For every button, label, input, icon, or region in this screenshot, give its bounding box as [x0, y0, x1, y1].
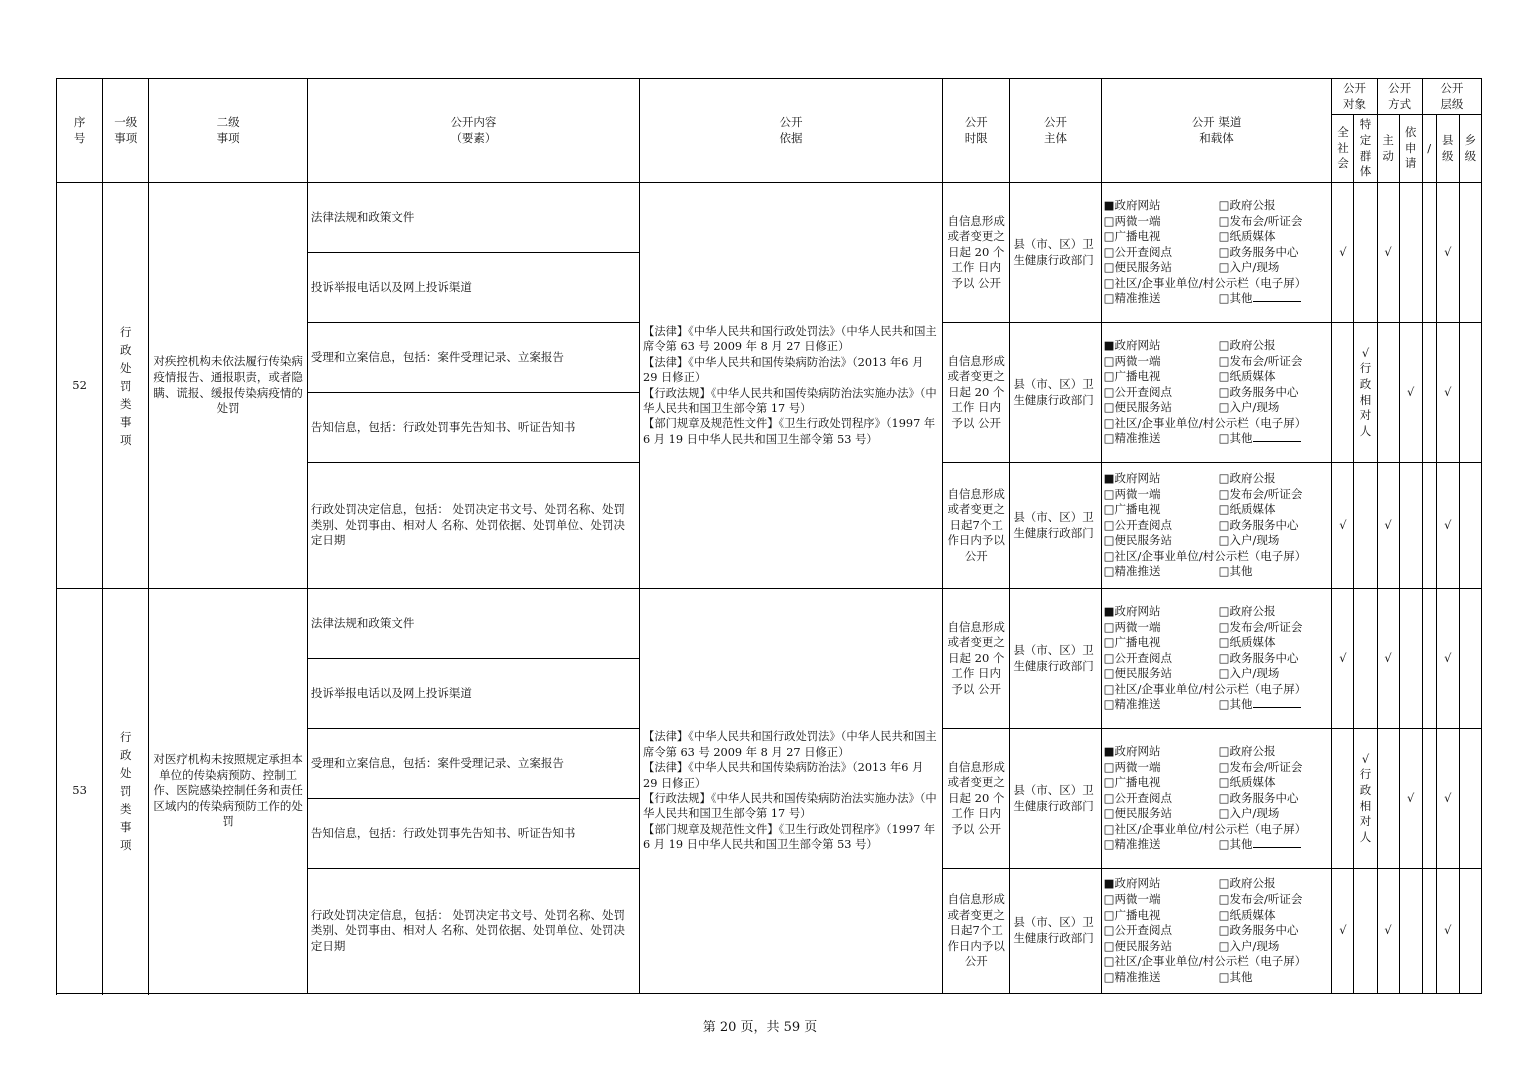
check-specific-group [1354, 463, 1377, 589]
check-specific-group [1354, 589, 1377, 729]
content-laws: 法律法规和政策文件 [307, 589, 639, 659]
header-township: 乡 级 [1459, 115, 1481, 183]
check-township [1459, 183, 1481, 323]
channel-list: ■政府网站 □政府公报 □两微一端 □发布会/听证会 □广播电视 □纸质媒体 □公开查阅点 □政务服务中心 □便民服务站 □入户/现场 □社区/企事业单位/村公示栏（电子屏） □精准推送 □其他 [1101, 729, 1332, 869]
check-township [1459, 869, 1481, 994]
channel-list: ■政府网站 □政府公报 □两微一端 □发布会/听证会 □广播电视 □纸质媒体 □公开查阅点 □政务服务中心 □便民服务站 □入户/现场 □社区/企事业单位/村公示栏（电子屏） □精准推送 □其他 [1101, 323, 1332, 463]
header-level1: 一级 事项 [103, 79, 149, 183]
subject: 县（市、区）卫 生健康行政部门 [1010, 183, 1101, 323]
check-all-society: √ [1332, 183, 1354, 323]
header-active: 主 动 [1377, 115, 1399, 183]
header-channel: 公开 渠道 和载体 [1101, 79, 1332, 183]
time-limit: 自信息形成或者变更之日起 20 个工作 日内 予以 公开 [943, 323, 1010, 463]
channel-list: ■政府网站 □政府公报 □两微一端 □发布会/听证会 □广播电视 □纸质媒体 □公开查阅点 □政务服务中心 □便民服务站 □入户/现场 □社区/企事业单位/村公示栏（电子屏） □精准推送 □其他 [1101, 183, 1332, 323]
check-specific-group: √ 行 政 相 对 人 [1354, 323, 1377, 463]
row-level2: 对疾控机构未依法履行传染病疫情报告、通报职责，或者隐瞒、谎报、缓报传染病疫情的处罚 [149, 183, 308, 589]
check-slash [1422, 589, 1436, 729]
check-county: √ [1436, 183, 1459, 323]
content-filing: 受理和立案信息，包括：案件受理记录、立案报告 [307, 323, 639, 393]
row-seq: 53 [57, 589, 103, 994]
time-limit: 自信息形成或者变更之日起 20 个工作 日内 予以 公开 [943, 729, 1010, 869]
header-county: 县 级 [1436, 115, 1459, 183]
check-specific-group [1354, 183, 1377, 323]
row-level1: 行 政 处 罚 类 事 项 [103, 589, 149, 994]
check-active [1377, 729, 1399, 869]
check-active: √ [1377, 183, 1399, 323]
header-level: 公开 层级 [1422, 79, 1481, 115]
header-time-limit: 公开 时限 [943, 79, 1010, 183]
check-township [1459, 323, 1481, 463]
check-slash [1422, 463, 1436, 589]
header-level2: 二级 事项 [149, 79, 308, 183]
time-limit: 自信息形成或者变更之日起 20 个工作 日内 予以 公开 [943, 589, 1010, 729]
check-slash [1422, 869, 1436, 994]
row-level2: 对医疗机构未按照规定承担本单位的传染病预防、控制工作、医院感染控制任务和责任区域内的传染病预防工作的处罚 [149, 589, 308, 994]
time-limit: 自信息形成或者变更之日起7个工作日内予以公开 [943, 463, 1010, 589]
header-subject: 公开 主体 [1010, 79, 1101, 183]
disclosure-table [56, 78, 1482, 994]
check-active: √ [1377, 463, 1399, 589]
basis-text: 【法律】《中华人民共和国行政处罚法》（中华人民共和国主席令第 63 号 2009 年 8 月 27 日修正） 【法律】《中华人民共和国传染病防治法》（2013 年6 月 29 日修正） 【行政法规】《中华人民共和国传染病防治法实施办法》（中华人民共和国卫生部令第 17 号） 【部门规章及规范性文件】《卫生行政处罚程序》（1997 年 6 月 19 日中华人民共和国卫生部令第 53 号） [640, 183, 943, 589]
check-township [1459, 589, 1481, 729]
time-limit: 自信息形成或者变更之日起 20 个工作 日内 予以 公开 [943, 183, 1010, 323]
subject: 县（市、区）卫 生健康行政部门 [1010, 463, 1101, 589]
basis-text: 【法律】《中华人民共和国行政处罚法》（中华人民共和国主席令第 63 号 2009 年 8 月 27 日修正） 【法律】《中华人民共和国传染病防治法》（2013 年6 月 29 日修正） 【行政法规】《中华人民共和国传染病防治法实施办法》（中华人民共和国卫生部令第 17 号） 【部门规章及规范性文件】《卫生行政处罚程序》（1997 年 6 月 19 日中华人民共和国卫生部令第 53 号） [640, 589, 943, 994]
subject: 县（市、区）卫 生健康行政部门 [1010, 323, 1101, 463]
check-township [1459, 729, 1481, 869]
check-all-society: √ [1332, 463, 1354, 589]
check-slash [1422, 729, 1436, 869]
content-laws: 法律法规和政策文件 [307, 183, 639, 253]
check-county: √ [1436, 463, 1459, 589]
check-slash [1422, 323, 1436, 463]
content-notice: 告知信息，包括：行政处罚事先告知书、听证告知书 [307, 799, 639, 869]
check-all-society [1332, 729, 1354, 869]
header-basis: 公开 依据 [640, 79, 943, 183]
channel-list: ■政府网站 □政府公报 □两微一端 □发布会/听证会 □广播电视 □纸质媒体 □公开查阅点 □政务服务中心 □便民服务站 □入户/现场 □社区/企事业单位/村公示栏（电子屏） □精准推送 □其他 [1101, 589, 1332, 729]
check-county: √ [1436, 323, 1459, 463]
check-township [1459, 463, 1481, 589]
content-decision: 行政处罚决定信息，包括： 处罚决定书文号、处罚名称、处罚类别、处罚事由、相对人 名称、处罚依据、处罚单位、处罚决定日期 [307, 463, 639, 589]
check-active [1377, 323, 1399, 463]
channel-list: ■政府网站 □政府公报 □两微一端 □发布会/听证会 □广播电视 □纸质媒体 □公开查阅点 □政务服务中心 □便民服务站 □入户/现场 □社区/企事业单位/村公示栏（电子屏） □精准推送 □其他 [1101, 869, 1332, 994]
row-level1: 行 政 处 罚 类 事 项 [103, 183, 149, 589]
check-all-society: √ [1332, 589, 1354, 729]
header-seq: 序 号 [57, 79, 103, 183]
check-county: √ [1436, 589, 1459, 729]
subject: 县（市、区）卫 生健康行政部门 [1010, 589, 1101, 729]
channel-list: ■政府网站 □政府公报 □两微一端 □发布会/听证会 □广播电视 □纸质媒体 □公开查阅点 □政务服务中心 □便民服务站 □入户/现场 □社区/企事业单位/村公示栏（电子屏） □精准推送 □其他 [1101, 463, 1332, 589]
check-county: √ [1436, 869, 1459, 994]
check-specific-group [1354, 869, 1377, 994]
check-on-request [1399, 589, 1422, 729]
header-specific-group: 特 定 群 体 [1354, 115, 1377, 183]
content-notice: 告知信息，包括：行政处罚事先告知书、听证告知书 [307, 393, 639, 463]
time-limit: 自信息形成或者变更之日起7个工作日内予以公开 [943, 869, 1010, 994]
content-complaint: 投诉举报电话以及网上投诉渠道 [307, 253, 639, 323]
header-object: 公开 对象 [1332, 79, 1377, 115]
row-seq: 52 [57, 183, 103, 589]
check-all-society [1332, 323, 1354, 463]
check-all-society: √ [1332, 869, 1354, 994]
header-slash: / [1422, 115, 1436, 183]
header-on-request: 依 申 请 [1399, 115, 1422, 183]
content-decision: 行政处罚决定信息，包括： 处罚决定书文号、处罚名称、处罚类别、处罚事由、相对人 名称、处罚依据、处罚单位、处罚决定日期 [307, 869, 639, 994]
check-on-request: √ [1399, 323, 1422, 463]
subject: 县（市、区）卫 生健康行政部门 [1010, 729, 1101, 869]
header-method: 公开 方式 [1377, 79, 1422, 115]
content-filing: 受理和立案信息，包括：案件受理记录、立案报告 [307, 729, 639, 799]
check-slash [1422, 183, 1436, 323]
header-content: 公开内容 （要素） [307, 79, 639, 183]
check-county: √ [1436, 729, 1459, 869]
check-on-request [1399, 463, 1422, 589]
check-active: √ [1377, 589, 1399, 729]
subject: 县（市、区）卫 生健康行政部门 [1010, 869, 1101, 994]
header-all-society: 全 社 会 [1332, 115, 1354, 183]
check-on-request [1399, 183, 1422, 323]
content-complaint: 投诉举报电话以及网上投诉渠道 [307, 659, 639, 729]
check-on-request [1399, 869, 1422, 994]
check-on-request: √ [1399, 729, 1422, 869]
page-footer: 第 20 页，共 59 页 [702, 1020, 818, 1035]
check-specific-group: √ 行 政 相 对 人 [1354, 729, 1377, 869]
check-active: √ [1377, 869, 1399, 994]
